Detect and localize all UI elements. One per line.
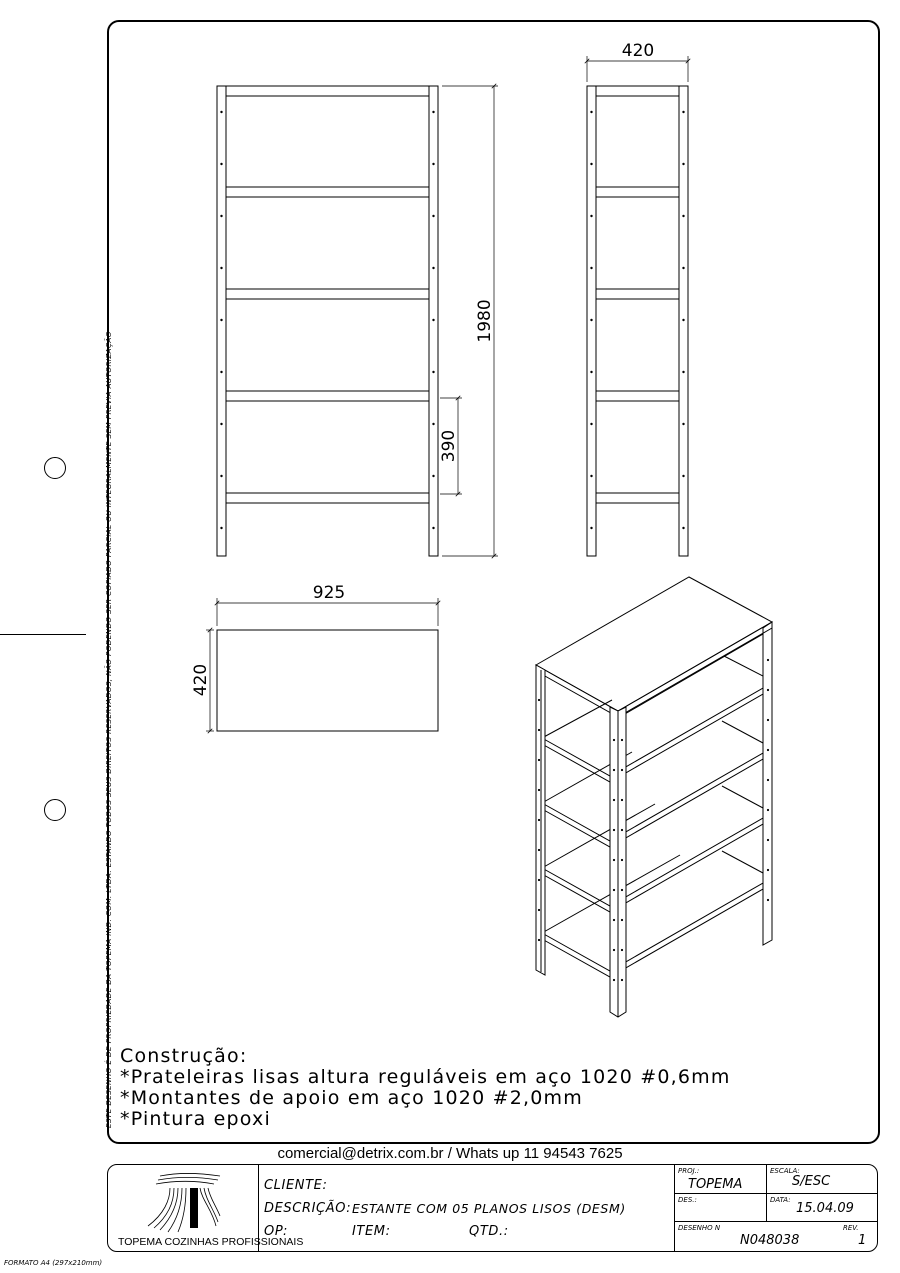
side-shelf [596,493,679,503]
front-shelf [226,493,429,503]
side-shelf [596,391,679,401]
notes-line: *Pintura epoxi [120,1108,271,1130]
copyright-side-note: ESTE DESENHO É DE PROPRIEDADE DA TOPEMA IND. COM. LTDA. ESTANDO TODOS SEUS DIREITOS RESERVADOS, NÃO PODENDO SER COPIADO PARCIAL OU INTEGRALMENTE SEM PREVIA AUTORIZAÇÃO [104,331,113,1128]
front-shelf [226,187,429,197]
cliente-label: CLIENTE: [264,1178,328,1193]
front-shelf [226,289,429,299]
data-value: 15.04.09 [796,1201,854,1216]
dim-top-depth: 420 [191,663,211,697]
notes-line: *Montantes de apoio em aço 1020 #2,0mm [120,1087,583,1109]
top-view [206,598,438,731]
data-label: DATA: [770,1196,791,1204]
logo-text: TOPEMA COZINHAS PROFISSIONAIS [118,1236,304,1248]
notes-line: *Prateleiras lisas altura reguláveis em aço 1020 #0,6mm [120,1066,731,1088]
op-label: OP: [264,1224,289,1239]
isometric-view [536,577,772,1017]
topema-logo [140,1170,230,1234]
dim-shelf-spacing: 390 [439,429,459,463]
side-shelf [596,187,679,197]
front-view [217,86,498,556]
desenho-label: DESENHO N [678,1224,721,1232]
dim-front-height: 1980 [475,299,495,343]
front-shelf [226,391,429,401]
dim-side-depth: 420 [621,41,655,61]
side-shelf [596,289,679,299]
descricao-label: DESCRIÇÃO: [264,1201,352,1216]
desenho-value: N048038 [740,1233,800,1248]
des-label: DES.: [678,1196,697,1204]
front-shelf [226,86,429,96]
dim-top-width: 925 [312,583,346,603]
top-outline [217,630,438,731]
escala-label: ESCALA: [770,1167,800,1175]
proj-value: TOPEMA [688,1177,743,1192]
side-shelf [596,86,679,96]
construction-notes [120,1046,731,1130]
upright-holes [220,111,434,529]
format-label: FORMATO A4 (297x210mm) [4,1259,103,1267]
descricao-value: ESTANTE COM 05 PLANOS LISOS (DESM) [352,1201,626,1216]
qtd-label: QTD.: [469,1224,509,1239]
contact-line: comercial@detrix.com.br / Whats up 11 94543 7625 [277,1145,623,1162]
proj-label: PROJ.: [678,1167,700,1175]
item-label: ITEM: [352,1224,391,1239]
rev-value: 1 [858,1233,867,1248]
rev-label: REV. [843,1224,859,1232]
side-view [587,56,688,556]
escala-value: S/ESC [792,1174,831,1189]
notes-heading: Construção: [120,1045,248,1067]
